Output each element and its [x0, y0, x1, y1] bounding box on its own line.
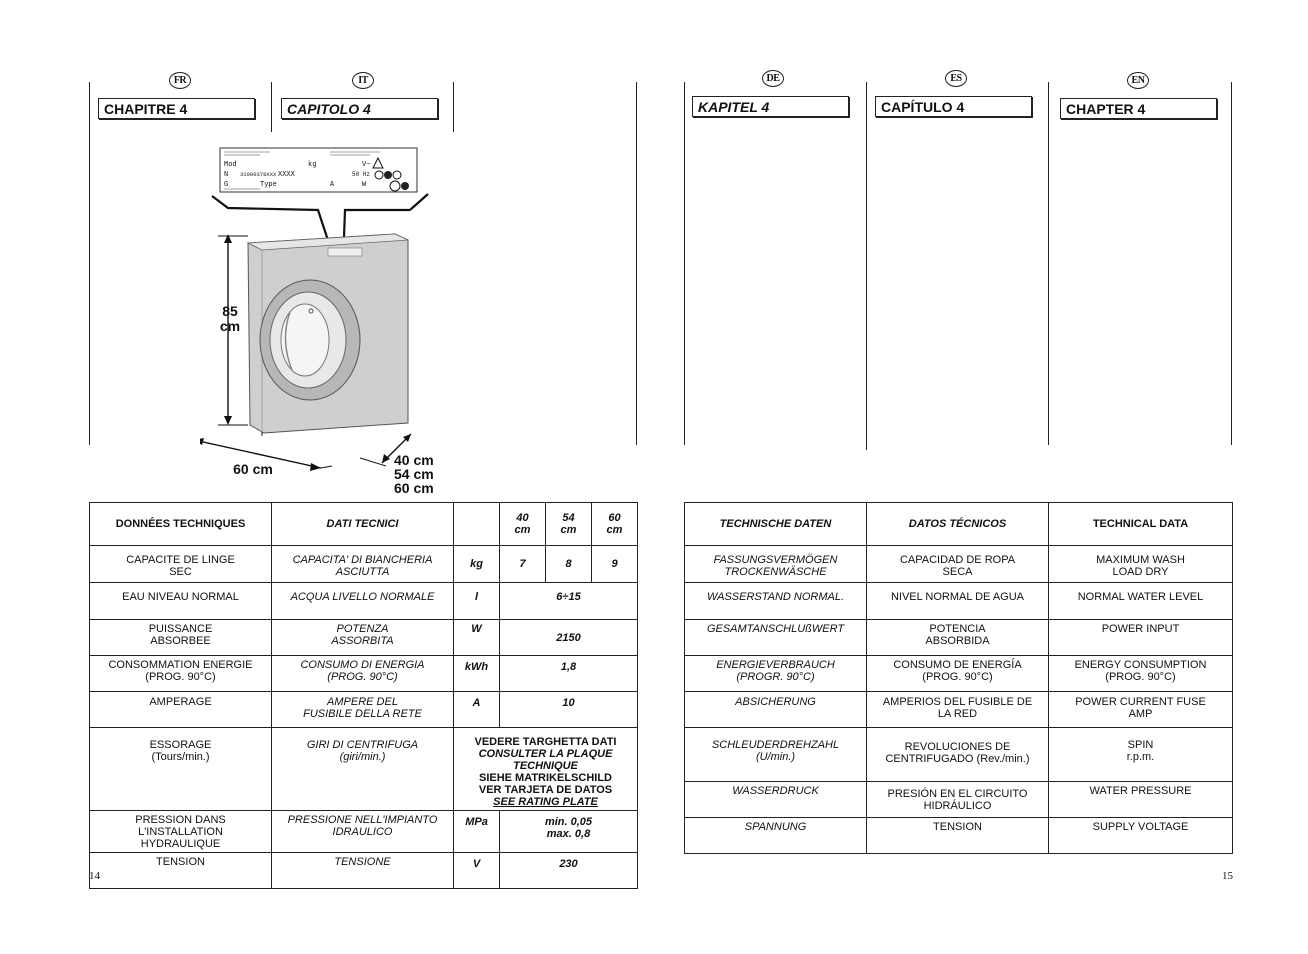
header-fr: DONNÉES TECHNIQUES — [90, 503, 272, 546]
cell-unit: MPa — [454, 811, 500, 853]
cell-en: POWER INPUT — [1049, 620, 1233, 656]
cell-it: TENSIONE — [272, 853, 454, 889]
language-badge-en: EN — [1127, 72, 1149, 89]
plate-w: W — [362, 181, 367, 189]
table-row — [90, 692, 638, 728]
dimension-width: 60 cm — [233, 461, 273, 477]
column-rule — [636, 82, 637, 445]
chapter-title-fr: CHAPITRE 4 — [98, 98, 255, 119]
cell-value: 6÷15 — [500, 583, 638, 620]
plate-type: Type — [260, 181, 277, 189]
cell-fr: PRESSION DANS L'INSTALLATION HYDRAULIQUE — [90, 811, 272, 853]
cell-fr: PUISSANCE ABSORBEE — [90, 620, 272, 656]
see-line: SIEHE MATRIKELSCHILD — [478, 772, 613, 784]
table-row — [90, 853, 638, 889]
plate-v: V~ — [362, 161, 371, 169]
table-row — [685, 728, 1233, 782]
column-rule — [271, 82, 272, 132]
cell-fr: TENSION — [90, 853, 272, 889]
cell-unit: W — [454, 620, 500, 656]
cell-en: SUPPLY VOLTAGE — [1049, 818, 1233, 854]
header-es: DATOS TÉCNICOS — [867, 503, 1049, 546]
cell-it: CONSUMO DI ENERGIA (PROG. 90°C) — [272, 656, 454, 692]
pressure-min: min. 0,05 — [544, 816, 593, 828]
pressure-max: max. 0,8 — [546, 828, 591, 840]
plate-n: N — [224, 171, 229, 179]
language-badge-it: IT — [352, 72, 374, 89]
cell-value: 230 — [500, 853, 638, 889]
see-line: SEE RATING PLATE — [493, 796, 598, 808]
dimension-depth-54: 54 cm — [394, 466, 434, 482]
cell-de: SPANNUNG — [685, 818, 867, 854]
cell-it: AMPERE DEL FUSIBILE DELLA RETE — [272, 692, 454, 728]
header-60cm: 60 cm — [592, 503, 638, 546]
cell-de: ENERGIEVERBRAUCH (PROGR. 90°C) — [685, 656, 867, 692]
cell-de: FASSUNGSVERMÖGEN TROCKENWÄSCHE — [685, 546, 867, 583]
table-row — [685, 782, 1233, 818]
cell-fr: CONSOMMATION ENERGIE (PROG. 90°C) — [90, 656, 272, 692]
cell-fr: CAPACITE DE LINGE SEC — [90, 546, 272, 583]
cell-value — [500, 811, 638, 853]
table-row — [90, 811, 638, 853]
cell-it: ACQUA LIVELLO NORMALE — [272, 583, 454, 620]
column-rule — [453, 82, 454, 132]
table-row — [90, 583, 638, 620]
technical-data-table-de-es-en — [684, 502, 1233, 854]
header-40cm: 40 cm — [500, 503, 546, 546]
dimension-depth-60: 60 cm — [394, 480, 434, 496]
table-row — [90, 620, 638, 656]
table-header-row — [90, 503, 638, 546]
table-row — [685, 620, 1233, 656]
cell-es: TENSION — [867, 818, 1049, 854]
table-row — [90, 728, 638, 811]
cell-es: CONSUMO DE ENERGÍA (PROG. 90°C) — [867, 656, 1049, 692]
column-rule — [684, 82, 685, 445]
cell-see-rating-plate — [454, 728, 638, 811]
chapter-title-es: CAPÍTULO 4 — [875, 96, 1032, 117]
header-unit — [454, 503, 500, 546]
cell-es: CAPACIDAD DE ROPA SECA — [867, 546, 1049, 583]
cell-en: NORMAL WATER LEVEL — [1049, 583, 1233, 620]
cell-de: ABSICHERUNG — [685, 692, 867, 728]
cell-de: SCHLEUDERDREHZAHL (U/min.) — [685, 728, 867, 782]
cell-fr: ESSORAGE (Tours/min.) — [90, 728, 272, 811]
cell-it: CAPACITA' DI BIANCHERIA ASCIUTTA — [272, 546, 454, 583]
chapter-title-en: CHAPTER 4 — [1060, 98, 1217, 119]
cell-en: SPIN r.p.m. — [1049, 728, 1233, 782]
dimension-depth-40: 40 cm — [394, 452, 434, 468]
header-de: TECHNISCHE DATEN — [685, 503, 867, 546]
cell-de: WASSERDRUCK — [685, 782, 867, 818]
cell-value-40: 7 — [500, 546, 546, 583]
table-row — [685, 818, 1233, 854]
cell-de: WASSERSTAND NORMAL. — [685, 583, 867, 620]
cell-fr: AMPERAGE — [90, 692, 272, 728]
column-rule — [1048, 82, 1049, 445]
cell-en: WATER PRESSURE — [1049, 782, 1233, 818]
language-badge-fr: FR — [169, 72, 191, 89]
page-number-right: 15 — [1222, 870, 1233, 882]
plate-kg: kg — [308, 161, 317, 169]
chapter-title-de: KAPITEL 4 — [692, 96, 849, 117]
cell-es: AMPERIOS DEL FUSIBLE DE LA RED — [867, 692, 1049, 728]
column-rule — [1231, 82, 1232, 445]
cell-es: NIVEL NORMAL DE AGUA — [867, 583, 1049, 620]
column-rule — [866, 82, 867, 450]
table-row — [90, 546, 638, 583]
technical-data-table-fr-it — [89, 502, 638, 889]
cell-unit: kWh — [454, 656, 500, 692]
cell-es: PRESIÓN EN EL CIRCUITO HIDRÁULICO — [867, 782, 1049, 818]
cell-en: ENERGY CONSUMPTION (PROG. 90°C) — [1049, 656, 1233, 692]
table-row — [685, 583, 1233, 620]
cell-it: PRESSIONE NELL'IMPIANTO IDRAULICO — [272, 811, 454, 853]
table-row — [685, 692, 1233, 728]
cell-value-60: 9 — [592, 546, 638, 583]
language-badge-de: DE — [762, 70, 784, 87]
header-en: TECHNICAL DATA — [1049, 503, 1233, 546]
table-row — [90, 656, 638, 692]
chapter-title-it: CAPITOLO 4 — [281, 98, 438, 119]
cell-unit: V — [454, 853, 500, 889]
header-it: DATI TECNICI — [272, 503, 454, 546]
table-row — [685, 546, 1233, 583]
plate-serial: 31000378XXX — [240, 171, 277, 178]
cell-de: GESAMTANSCHLUßWERT — [685, 620, 867, 656]
table-row — [685, 656, 1233, 692]
page-number-left: 14 — [89, 870, 100, 882]
cell-en: POWER CURRENT FUSE AMP — [1049, 692, 1233, 728]
cell-value: 1,8 — [500, 656, 638, 692]
cell-value: 2150 — [500, 620, 638, 656]
cell-es: POTENCIA ABSORBIDA — [867, 620, 1049, 656]
see-line: VEDERE TARGHETTA DATI — [474, 736, 617, 748]
plate-a: A — [330, 181, 335, 189]
cell-unit: kg — [454, 546, 500, 583]
see-line: CONSULTER LA PLAQUE TECHNIQUE — [478, 748, 613, 772]
column-rule — [89, 82, 90, 445]
header-54cm: 54 cm — [546, 503, 592, 546]
table-header-row — [685, 503, 1233, 546]
language-badge-es: ES — [945, 70, 967, 87]
cell-it: POTENZA ASSORBITA — [272, 620, 454, 656]
plate-mod: Mod — [224, 161, 237, 169]
cell-fr: EAU NIVEAU NORMAL — [90, 583, 272, 620]
cell-value: 10 — [500, 692, 638, 728]
see-line: VER TARJETA DE DATOS — [478, 784, 613, 796]
plate-hz: 50 Hz — [352, 171, 371, 178]
plate-code: XXXX — [278, 171, 295, 179]
cell-value-54: 8 — [546, 546, 592, 583]
cell-es: REVOLUCIONES DE CENTRIFUGADO (Rev./min.) — [867, 728, 1049, 782]
cell-en: MAXIMUM WASH LOAD DRY — [1049, 546, 1233, 583]
plate-g: G — [224, 181, 229, 189]
cell-unit: l — [454, 583, 500, 620]
cell-unit: A — [454, 692, 500, 728]
cell-it: GIRI DI CENTRIFUGA (giri/min.) — [272, 728, 454, 811]
dimension-height: 85 cm — [219, 303, 241, 334]
